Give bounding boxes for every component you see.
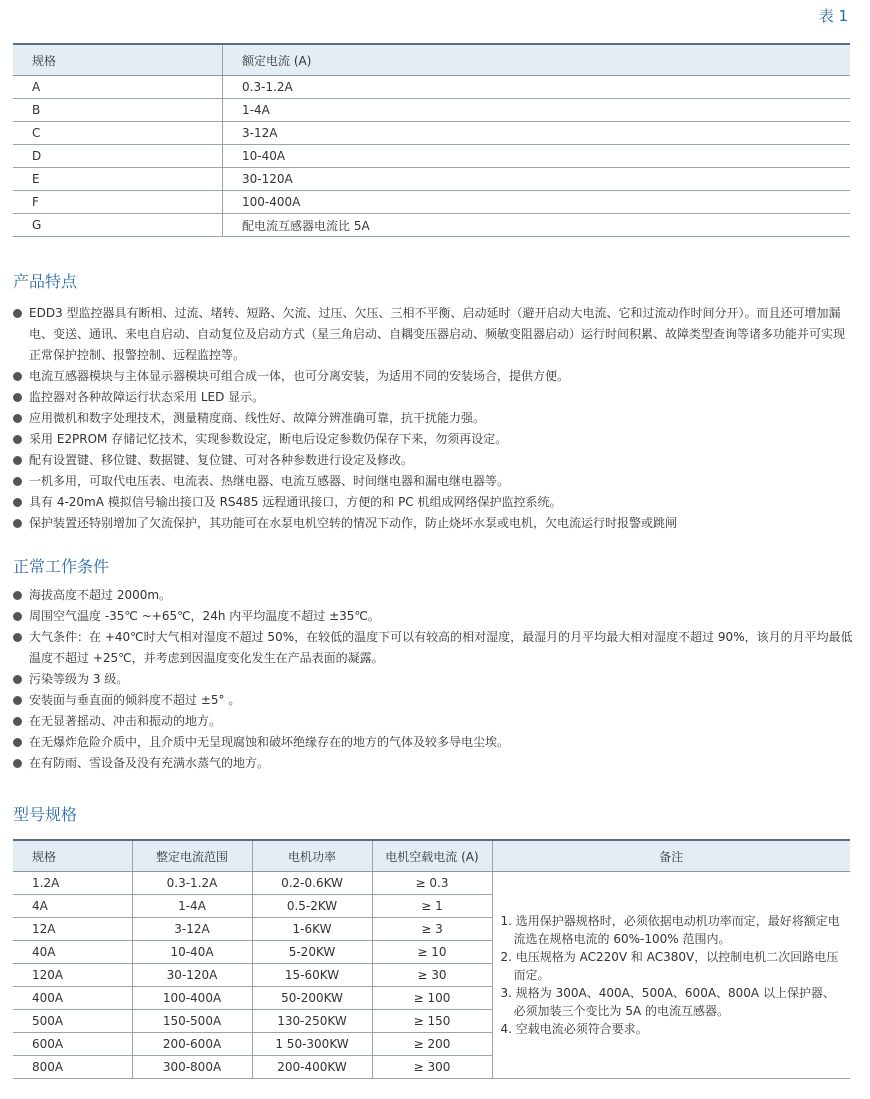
column-header-spec: 规格 [13,44,223,76]
cell-rated-current: 100-400A [223,191,851,214]
list-item [13,408,853,429]
cell-no-load-current: ≥ 150 [372,1010,492,1033]
cell-spec: 12A [13,918,132,941]
cell-setting-range: 200-600A [132,1033,252,1056]
list-item [13,492,853,513]
table-row [13,214,850,237]
cell-spec: C [13,122,223,145]
list-item [13,366,853,387]
cell-no-load-current: ≥ 300 [372,1056,492,1079]
table-header-row [13,840,850,872]
bullet-icon [13,519,22,528]
list-item-text: 在有防雨、雪设备及没有充满水蒸气的地方。 [29,756,270,770]
rated-current-table [13,43,850,237]
list-item-text: 大气条件：在 +40℃时大气相对湿度不超过 50%，在较低的温度下可以有较高的相对湿度，最湿月的月平均最大相对湿度不超过 90%，该月的月平均最低温度不超过 +25℃，并考虑到因温度变化发生在产品表面的凝露。 [29,630,853,665]
cell-motor-power: 0.5-2KW [252,895,372,918]
list-item [13,753,853,774]
cell-motor-power: 50-200KW [252,987,372,1010]
features-list [13,303,853,534]
cell-spec: 40A [13,941,132,964]
cell-motor-power: 1-6KW [252,918,372,941]
list-item-text: 周围空气温度 -35℃ ~+65℃，24h 内平均温度不超过 ±35℃。 [29,609,380,623]
cell-spec: B [13,99,223,122]
model-spec-table [13,839,850,1079]
cell-spec: E [13,168,223,191]
cell-setting-range: 300-800A [132,1056,252,1079]
cell-spec: 400A [13,987,132,1010]
list-item [13,627,853,669]
list-item-text: 污染等级为 3 级。 [29,672,129,686]
cell-spec: F [13,191,223,214]
bullet-icon [13,612,22,621]
table-row [13,122,850,145]
notes-list [501,912,845,1038]
cell-no-load-current: ≥ 0.3 [372,872,492,895]
list-item-text: 海拔高度不超过 2000m。 [29,588,172,602]
list-item [13,513,853,534]
bullet-icon [13,393,22,402]
bullet-icon [13,372,22,381]
bullet-icon [13,633,22,642]
list-item [13,732,853,753]
list-item-text: 具有 4-20mA 模拟信号输出接口及 RS485 远程通讯接口，方便的和 PC 机组成网络保护监控系统。 [29,495,562,509]
table-row [13,191,850,214]
bullet-icon [13,498,22,507]
cell-rated-current: 1-4A [223,99,851,122]
list-item [13,429,853,450]
list-item [13,303,853,366]
cell-no-load-current: ≥ 3 [372,918,492,941]
list-item-text: 配有设置键、移位键、数据键、复位键、可对各种参数进行设定及修改。 [29,453,414,467]
cell-spec: D [13,145,223,168]
note-item: 1. 选用保护器规格时，必须依据电动机功率而定，最好将额定电流选在规格电流的 60%-100% 范围内。 [500,914,840,946]
bullet-icon [13,414,22,423]
cell-no-load-current: ≥ 1 [372,895,492,918]
bullet-icon [13,477,22,486]
bullet-icon [13,675,22,684]
cell-spec: 4A [13,895,132,918]
conditions-list [13,585,853,774]
cell-setting-range: 1-4A [132,895,252,918]
cell-spec: 800A [13,1056,132,1079]
table-row [13,76,850,99]
table-row [13,145,850,168]
list-item-text: 在无爆炸危险介质中，且介质中无呈现腐蚀和破坏绝缘存在的地方的气体及较多导电尘埃。 [29,735,510,749]
bullet-icon [13,456,22,465]
bullet-icon [13,696,22,705]
list-item-text: 应用微机和数字处理技术，测量精度商、线性好、故障分辨准确可靠，抗干扰能力强。 [29,411,486,425]
column-header-no-load-current: 电机空载电流 (A) [372,840,492,872]
notes-cell [492,872,850,1079]
cell-motor-power: 200-400KW [252,1056,372,1079]
list-item [13,450,853,471]
cell-motor-power: 5-20KW [252,941,372,964]
list-item-text: 监控器对各种故障运行状态采用 LED 显示。 [29,390,265,404]
cell-spec: 120A [13,964,132,987]
list-item-text: 保护装置还特别增加了欠流保护，其功能可在水泵电机空转的情况下动作，防止烧坏水泵或电机，欠电流运行时报警或跳闸 [29,516,678,530]
section-title-conditions: 正常工作条件 [13,557,110,576]
note-item: 4. 空载电流必须符合要求。 [500,1022,648,1036]
cell-setting-range: 0.3-1.2A [132,872,252,895]
cell-setting-range: 150-500A [132,1010,252,1033]
bullet-icon [13,309,22,318]
bullet-icon [13,759,22,768]
cell-rated-current: 配电流互感器电流比 5A [223,214,851,237]
list-item-text: 安装面与垂直面的倾斜度不超过 ±5° 。 [29,693,241,707]
cell-spec: G [13,214,223,237]
cell-no-load-current: ≥ 100 [372,987,492,1010]
table-row [13,168,850,191]
cell-no-load-current: ≥ 10 [372,941,492,964]
column-header-spec: 规格 [13,840,132,872]
table-row [13,872,850,895]
list-item-text: 一机多用，可取代电压表、电流表、热继电器、电流互感器、时间继电器和漏电继电器等。 [29,474,510,488]
cell-setting-range: 10-40A [132,941,252,964]
cell-spec: A [13,76,223,99]
cell-setting-range: 100-400A [132,987,252,1010]
bullet-icon [13,717,22,726]
table-caption: 表 1 [818,7,848,25]
cell-rated-current: 30-120A [223,168,851,191]
list-item-text: 采用 E2PROM 存储记忆技术，实现参数设定，断电后设定参数仍保存下来，勿须再设定。 [29,432,508,446]
cell-spec: 1.2A [13,872,132,895]
section-title-models: 型号规格 [13,805,78,824]
list-item-text: 在无显著摇动、冲击和振动的地方。 [29,714,222,728]
column-header-notes: 备注 [492,840,850,872]
table-header-row [13,44,850,76]
list-item [13,690,853,711]
cell-motor-power: 0.2-0.6KW [252,872,372,895]
list-item [13,471,853,492]
cell-no-load-current: ≥ 200 [372,1033,492,1056]
cell-motor-power: 15-60KW [252,964,372,987]
list-item-text: EDD3 型监控器具有断相、过流、堵转、短路、欠流、过压、欠压、三相不平衡、启动延时（避开启动大电流、它和过流动作时间分开）。而且还可增加漏电、变送、通讯、来电自启动、自动复位及启动方式（星三角启动、自耦变压器启动、频敏变阻器启动）运行时间积累、故障类型查询等诸多功能并可实现正常保护控制、报警控制、远程监控等。 [29,306,846,362]
table-row [13,99,850,122]
column-header-rated-current: 额定电流 (A) [223,44,851,76]
cell-motor-power: 130-250KW [252,1010,372,1033]
cell-no-load-current: ≥ 30 [372,964,492,987]
bullet-icon [13,591,22,600]
note-item: 3. 规格为 300A、400A、500A、600A、800A 以上保护器、必须加装三个变比为 5A 的电流互感器。 [500,986,835,1018]
list-item [13,387,853,408]
cell-rated-current: 0.3-1.2A [223,76,851,99]
list-item-text: 电流互感器模块与主体显示器模块可组合成一体，也可分离安装，为适用不同的安装场合，提供方便。 [29,369,570,383]
cell-setting-range: 30-120A [132,964,252,987]
column-header-setting-range: 整定电流范围 [132,840,252,872]
section-title-features: 产品特点 [13,272,78,291]
cell-motor-power: 1 50-300KW [252,1033,372,1056]
cell-spec: 600A [13,1033,132,1056]
list-item [13,606,853,627]
cell-rated-current: 10-40A [223,145,851,168]
cell-setting-range: 3-12A [132,918,252,941]
bullet-icon [13,435,22,444]
cell-rated-current: 3-12A [223,122,851,145]
column-header-motor-power: 电机功率 [252,840,372,872]
list-item [13,669,853,690]
bullet-icon [13,738,22,747]
cell-spec: 500A [13,1010,132,1033]
list-item [13,711,853,732]
note-item: 2. 电压规格为 AC220V 和 AC380V，以控制电机二次回路电压而定。 [500,950,839,982]
list-item [13,585,853,606]
